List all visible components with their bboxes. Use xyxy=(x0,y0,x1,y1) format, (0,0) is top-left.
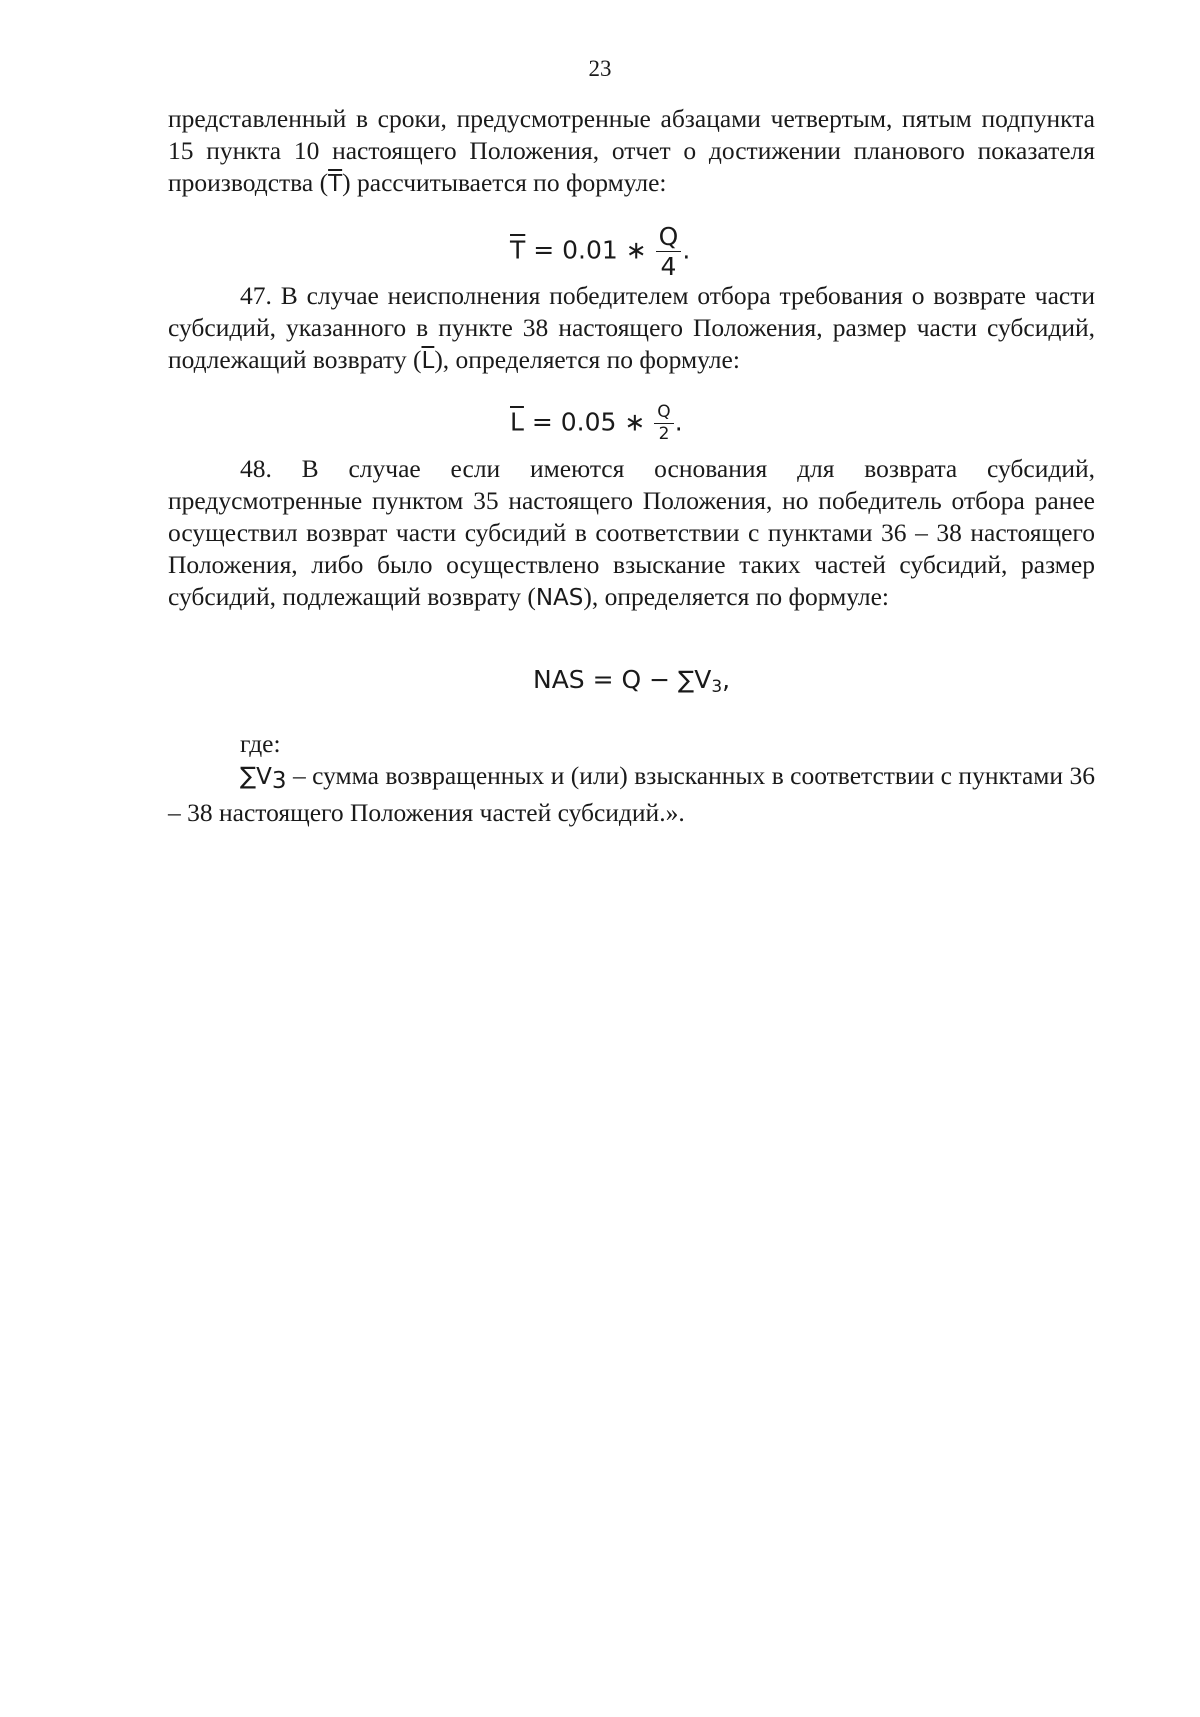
sum-sign: ∑ xyxy=(678,666,695,694)
paragraph-48 xyxy=(168,453,1095,614)
formula-l-numerator: Q xyxy=(654,404,673,424)
paragraph-47-tail: ), определяется по формуле: xyxy=(434,345,740,374)
paragraph-48-text: 48. В случае если имеются основания для возврата субсидий, предусмотренные пунктом 35 настоящего Положения, но победитель отбора ранее осуществил возврат части субсидий в соответствии с пунктами 36 – 38 настоящего Положения, либо было осуществлено взыскание таких частей субсидий, размер субсидий, подлежащий возврату ( xyxy=(168,454,1095,611)
formula-nas-lhs: NAS = Q − xyxy=(533,665,679,694)
where-block xyxy=(168,728,1095,829)
formula-t-rhs: = 0.01 ∗ xyxy=(525,235,655,265)
formula-l-rhs: = 0.05 ∗ xyxy=(523,407,654,437)
formula-t-fraction xyxy=(656,224,682,279)
symbol-nas: NAS xyxy=(535,585,584,611)
paragraph-intro-text: представленный в сроки, предусмотренные абзацами четвертым, пятым подпункта 15 пункта 10 настоящего Положения, отчет о достижении планового показателя производства ( xyxy=(168,104,1095,197)
paragraph-intro-tail: ) рассчитывается по формуле: xyxy=(342,168,667,197)
definition-var: V xyxy=(256,764,272,790)
formula-nas-var: V xyxy=(694,665,712,694)
formula-t-numerator: Q xyxy=(656,224,682,252)
formula-nas xyxy=(533,665,730,697)
formula-t xyxy=(510,224,690,279)
formula-l-fraction xyxy=(654,404,673,443)
where-label: где: xyxy=(240,729,281,758)
page-number: 23 xyxy=(588,56,612,81)
formula-nas-end: , xyxy=(722,665,731,694)
definition-subscript: 3 xyxy=(271,768,287,794)
formula-l-lhs: $\overline{L}$ xyxy=(510,407,524,437)
formula-nas-subscript: 3 xyxy=(711,677,723,697)
symbol-l-bar: $\overline{L}$ xyxy=(421,348,435,374)
paragraph-47-text: 47. В случае неисполнения победителем отбора требования о возврате части субсидий, указанного в пункте 38 настоящего Положения, размер части субсидий, подлежащий возврату ( xyxy=(168,281,1095,374)
definition-text: – сумма возвращенных и (или) взысканных в соответствии с пунктами 36 – 38 настоящего Положения частей субсидий.». xyxy=(168,761,1095,827)
formula-l-end: . xyxy=(674,407,683,437)
formula-t-lhs: $\overline{T}$ xyxy=(510,235,526,265)
definition-sum-sign: ∑ xyxy=(240,762,257,790)
definition-line xyxy=(168,760,1095,829)
formula-t-end: . xyxy=(682,235,691,265)
paragraph-47 xyxy=(168,280,1095,377)
formula-l-denominator: 2 xyxy=(658,424,670,444)
paragraph-intro xyxy=(168,103,1095,200)
paragraph-48-tail: ), определяется по формуле: xyxy=(583,582,890,611)
formula-l xyxy=(510,404,683,443)
formula-t-denominator: 4 xyxy=(660,252,677,281)
symbol-t-bar: $\overline{T}$ xyxy=(328,171,343,197)
